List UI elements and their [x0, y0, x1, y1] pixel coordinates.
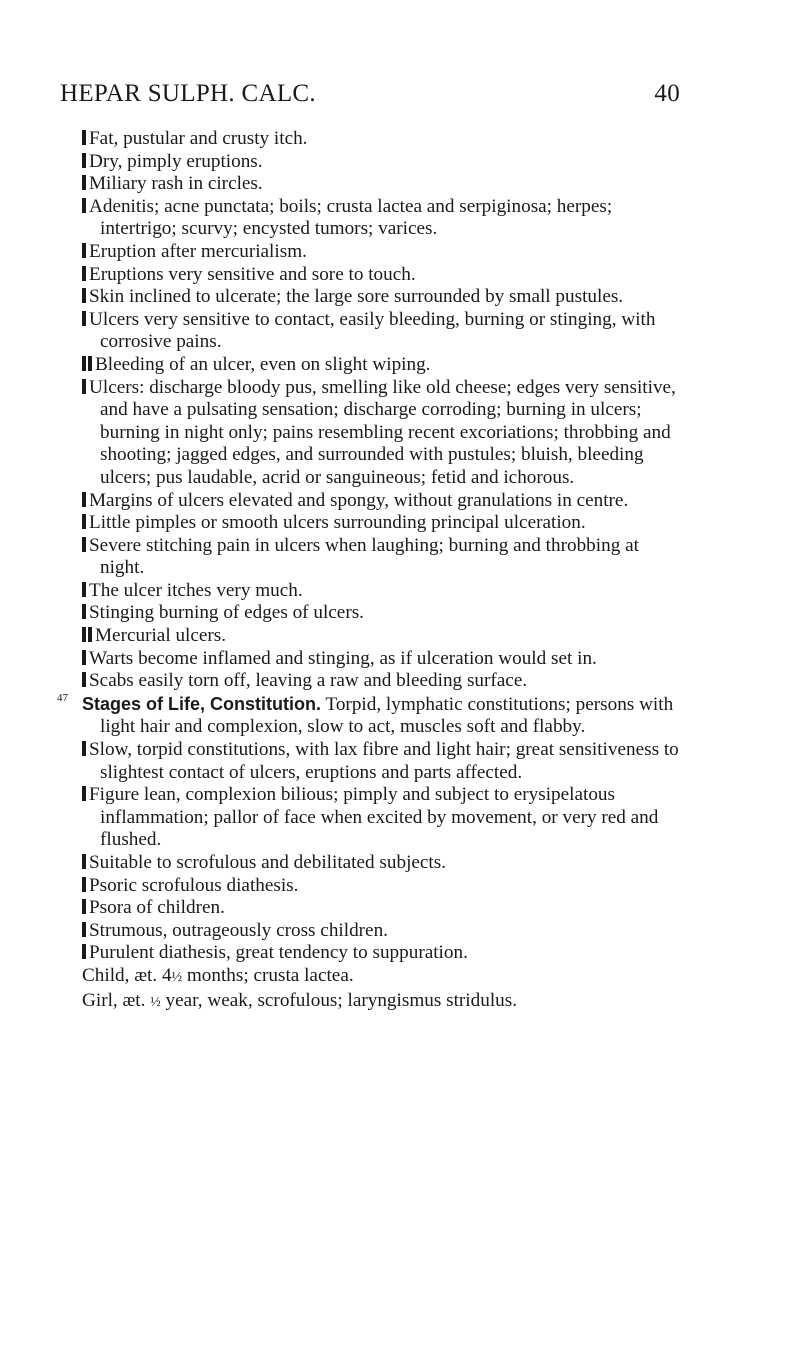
symptom-entry	[82, 264, 682, 287]
bullet-icon	[82, 288, 86, 303]
bullet-icon	[82, 243, 86, 258]
symptom-entry	[82, 512, 682, 535]
symptom-text: Margins of ulcers elevated and spongy, without granulations in centre.	[89, 489, 629, 511]
symptom-text: Psoric scrofulous diathesis.	[89, 874, 299, 896]
symptom-entry	[82, 670, 682, 693]
symptom-entry	[82, 920, 682, 943]
bullet-icon	[82, 153, 86, 168]
symptom-text: Stinging burning of edges of ulcers.	[89, 602, 364, 624]
symptom-entry	[82, 875, 682, 898]
symptom-text: Ulcers: discharge bloody pus, smelling like old cheese; edges very sensitive, and have a pulsating sensation; discharge corroding; burning in ulcers; burning in night only; pains resembling recent excoriations; throbbing and shooting; jagged edges, and surrounded with pustules; bluish, bleeding ulcers; pus laudable, acrid or sanguineous; fetid and ichorous.	[89, 376, 676, 488]
symptom-entry	[82, 535, 682, 580]
symptom-text: Miliary rash in circles.	[89, 173, 263, 195]
bullet-icon	[82, 311, 86, 326]
symptom-text: Eruption after mercurialism.	[89, 240, 307, 262]
bullet-icon	[82, 922, 86, 937]
symptom-text: Bleeding of an ulcer, even on slight wiping.	[95, 353, 431, 375]
symptom-entry	[82, 784, 682, 852]
symptom-entry	[82, 241, 682, 264]
symptom-text: Suitable to scrofulous and debilitated subjects.	[89, 852, 447, 873]
symptom-entry	[82, 739, 682, 784]
bullet-icon	[82, 175, 86, 190]
symptom-entry	[82, 151, 682, 174]
page-number: 40	[654, 80, 680, 107]
symptom-text: Psora of children.	[89, 897, 225, 919]
case-entry: Child, æt. 4½ months; crusta lactea.	[82, 964, 354, 986]
symptom-text: Severe stitching pain in ulcers when laughing; burning and throbbing at night.	[89, 534, 639, 579]
symptom-entry	[82, 377, 682, 490]
symptom-text: Eruptions very sensitive and sore to touch.	[89, 263, 416, 285]
bullet-icon	[82, 854, 86, 869]
bullet-icon	[82, 130, 86, 145]
symptom-text: Fat, pustular and crusty itch.	[89, 128, 308, 149]
bullet-icon	[82, 650, 86, 665]
symptom-entry	[82, 128, 682, 151]
running-title: HEPAR SULPH. CALC.	[60, 80, 316, 107]
symptom-entry	[82, 354, 682, 377]
symptom-text: Slow, torpid constitutions, with lax fibre and light hair; great sensitiveness to slightest contact of ulcers, eruptions and parts affected.	[89, 739, 679, 783]
bullet-icon	[82, 786, 86, 801]
symptom-text: Adenitis; acne punctata; boils; crusta lactea and serpiginosa; herpes; intertrigo; scurvy; encysted tumors; varices.	[89, 195, 613, 240]
symptom-entry	[82, 286, 682, 309]
symptom-text: Strumous, outrageously cross children.	[89, 919, 388, 941]
symptom-entry	[82, 196, 682, 241]
double-bullet-icon	[82, 627, 86, 642]
symptom-entry	[82, 942, 682, 965]
bullet-icon	[82, 582, 86, 597]
bullet-icon	[82, 604, 86, 619]
bullet-icon	[82, 899, 86, 914]
bullet-icon	[82, 944, 86, 959]
symptom-entry	[82, 852, 682, 875]
symptom-text: Scabs easily torn off, leaving a raw and bleeding surface.	[89, 670, 528, 692]
body-text	[57, 128, 682, 1014]
bullet-icon	[82, 877, 86, 892]
bullet-icon	[82, 741, 86, 756]
double-bullet-icon	[82, 356, 86, 371]
bullet-icon	[82, 514, 86, 529]
running-header	[60, 80, 680, 108]
bullet-icon	[82, 492, 86, 507]
bullet-icon	[82, 266, 86, 281]
entry-list	[82, 739, 682, 965]
symptom-text: Dry, pimply eruptions.	[89, 150, 263, 172]
symptom-text: Purulent diathesis, great tendency to suppuration.	[89, 942, 468, 964]
bullet-icon	[82, 672, 86, 687]
symptom-entry	[82, 648, 682, 671]
section-text: Torpid, lymphatic constitutions; persons with light hair and complexion, slow to act, muscles soft and flabby.	[100, 693, 674, 738]
symptom-entry	[82, 173, 682, 196]
entry-list	[82, 128, 682, 693]
section-heading: Stages of Life, Constitution.	[82, 693, 321, 714]
case-entry: Girl, æt. ½ year, weak, scrofulous; laryngismus stridulus.	[82, 989, 518, 1011]
bullet-icon	[82, 537, 86, 552]
bullet-icon	[82, 198, 86, 213]
symptom-text: The ulcer itches very much.	[89, 579, 303, 601]
symptom-entry	[82, 625, 682, 648]
symptom-text: Warts become inflamed and stinging, as if ulceration would set in.	[89, 647, 597, 669]
symptom-entry	[82, 897, 682, 920]
symptom-entry	[82, 580, 682, 603]
symptom-text: Mercurial ulcers.	[95, 625, 227, 647]
bullet-icon	[82, 379, 86, 394]
symptom-text: Figure lean, complexion bilious; pimply and subject to erysipelatous inflammation; pallor of face when excited by movement, or very red and flushed.	[89, 784, 659, 851]
section-entry: 47 Stages of Life, Constitution. Torpid, lymphatic constitutions; persons with light hair and complexion, slow to act, muscles soft and flabby.	[57, 691, 674, 738]
symptom-text: Little pimples or smooth ulcers surrounding principal ulceration.	[89, 512, 586, 534]
symptom-entry	[82, 602, 682, 625]
symptom-text: Skin inclined to ulcerate; the large sore surrounded by small pustules.	[89, 286, 624, 308]
symptom-entry	[82, 490, 682, 513]
symptom-entry	[82, 309, 682, 354]
symptom-text: Ulcers very sensitive to contact, easily bleeding, burning or stinging, with corrosive pains.	[89, 308, 656, 353]
